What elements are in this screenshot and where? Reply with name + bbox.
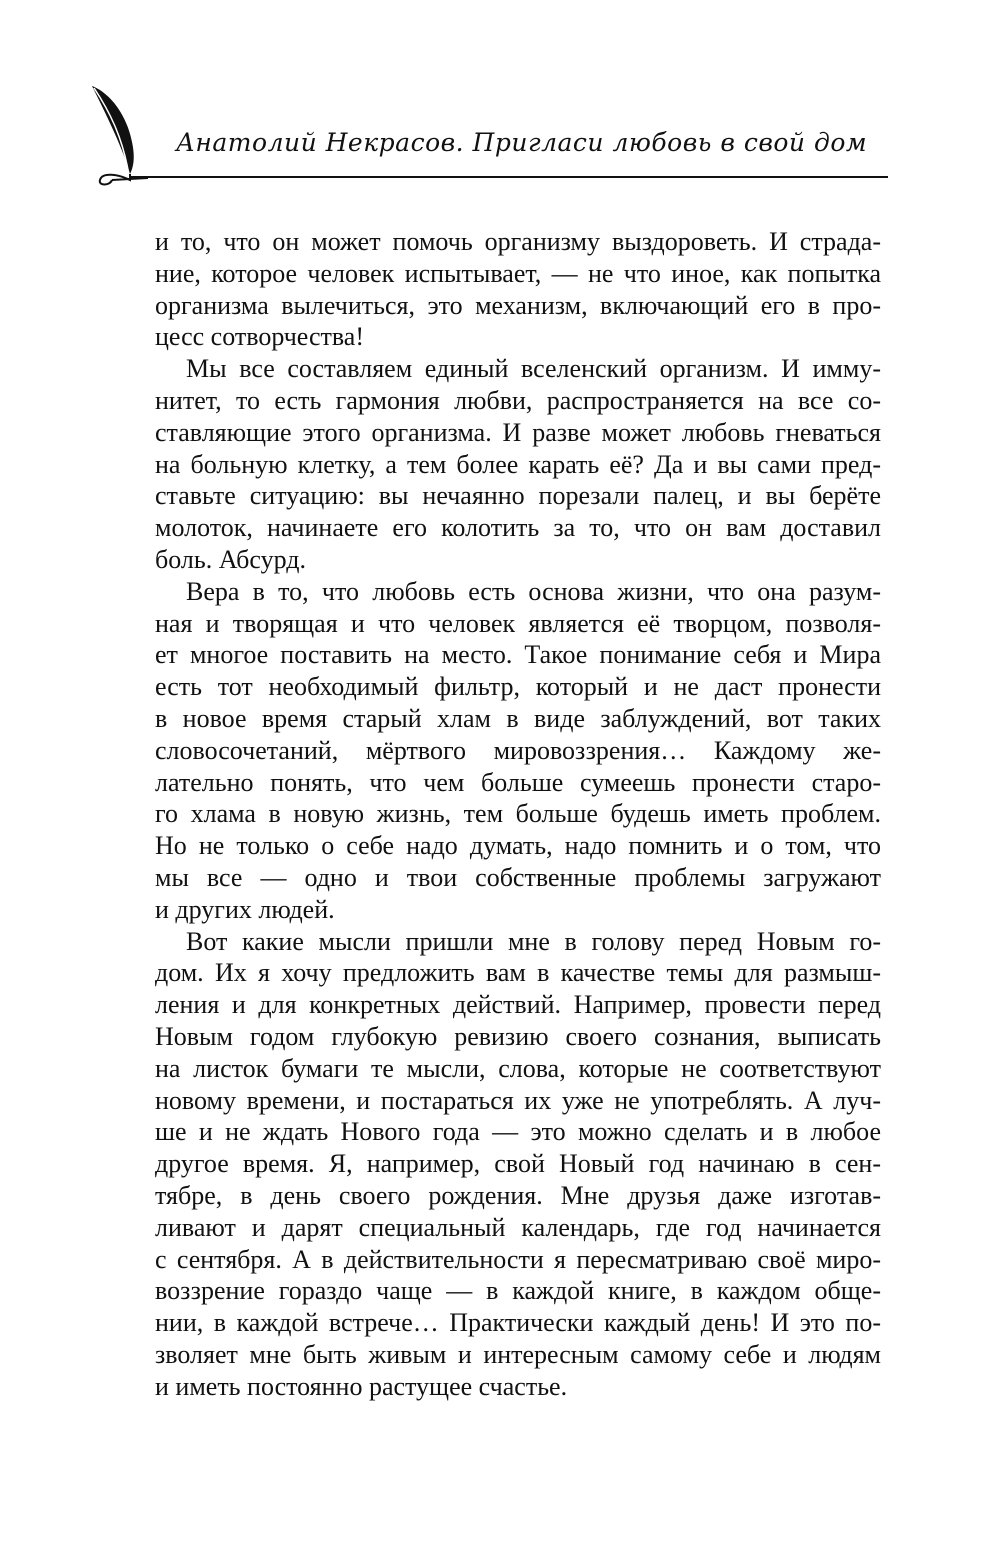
header-rule	[130, 176, 888, 178]
text-line: ставьте ситуацию: вы нечаянно порезали палец, и вы берёте	[155, 481, 881, 511]
text-line: Вера в то, что любовь есть основа жизни, что она разум-	[186, 576, 881, 606]
text-line: на больную клетку, а тем более карать её? Да и вы сами пред-	[155, 449, 881, 479]
text-line: ливают и дарят специальный календарь, где год начинается	[155, 1212, 881, 1242]
running-header	[88, 82, 888, 192]
text-line: цесс сотворчества!	[155, 322, 364, 352]
text-line: словосочетаний, мёртвого мировоззрения… Каждому же-	[155, 735, 881, 765]
body-text	[155, 226, 881, 1402]
text-line: ше и не ждать Нового года — это можно сделать и в любое	[155, 1117, 881, 1147]
paragraph	[155, 926, 881, 1403]
text-line: го хлама в новую жизнь, тем больше будешь иметь проблем.	[155, 799, 881, 829]
paragraph	[155, 576, 881, 926]
text-line: другое время. Я, например, свой Новый год начинаю в сен-	[155, 1149, 881, 1179]
text-line: организма вылечиться, это механизм, включающий его в про-	[155, 290, 881, 320]
text-line: тябре, в день своего рождения. Мне друзья даже изготав-	[155, 1180, 881, 1210]
text-line: ние, которое человек испытывает, — не что иное, как попытка	[155, 258, 881, 288]
text-line: и то, что он может помочь организму выздороветь. И страда-	[155, 227, 881, 256]
text-line: зволяет мне быть живым и интересным самому себе и людям	[155, 1339, 881, 1369]
running-title: Анатолий Некрасов. Пригласи любовь в свой дом	[176, 128, 868, 157]
text-line: и иметь постоянно растущее счастье.	[155, 1371, 568, 1401]
text-line: дом. Их я хочу предложить вам в качестве темы для размыш-	[155, 958, 881, 988]
text-line: есть тот необходимый фильтр, который и не даст пронести	[155, 672, 881, 702]
paragraph	[155, 226, 881, 353]
text-line: ставляющие этого организма. И разве может любовь гневаться	[155, 417, 881, 447]
text-line: на листок бумаги те мысли, слова, которые не соответствуют	[155, 1053, 881, 1083]
paragraph	[155, 353, 881, 576]
text-line: Но не только о себе надо думать, надо помнить и о том, что	[155, 831, 881, 861]
text-line: нии, в каждой встрече… Практически каждый день! И это по-	[155, 1308, 881, 1338]
text-line: Новым годом глубокую ревизию своего сознания, выписать	[155, 1021, 881, 1051]
text-line: ная и творящая и что человек является её творцом, позволя-	[155, 608, 881, 638]
text-line: боль. Абсурд.	[155, 544, 306, 574]
text-line: ления и для конкретных действий. Например, провести перед	[155, 990, 881, 1020]
text-line: воззрение гораздо чаще — в каждой книге, в каждом обще-	[155, 1276, 881, 1306]
text-line: новому времени, и постараться их уже не употреблять. А луч-	[155, 1085, 881, 1115]
text-line: Мы все составляем единый вселенский организм. И имму-	[186, 354, 881, 384]
text-line: нитет, то есть гармония любви, распространяется на все со-	[155, 385, 881, 415]
text-line: ет многое поставить на место. Такое понимание себя и Мира	[155, 640, 881, 670]
text-line: в новое время старый хлам в виде заблуждений, вот таких	[155, 703, 881, 733]
text-line: с сентября. А в действительности я пересматриваю своё миро-	[155, 1244, 881, 1274]
text-line: молоток, начинаете его колотить за то, что он вам доставил	[155, 513, 881, 543]
text-line: лательно понять, что чем больше сумеешь пронести старо-	[155, 767, 881, 797]
text-line: и других людей.	[155, 894, 335, 924]
text-line: Вот какие мысли пришли мне в голову перед Новым го-	[186, 926, 881, 956]
text-line: мы все — одно и твои собственные проблемы загружают	[155, 862, 881, 892]
